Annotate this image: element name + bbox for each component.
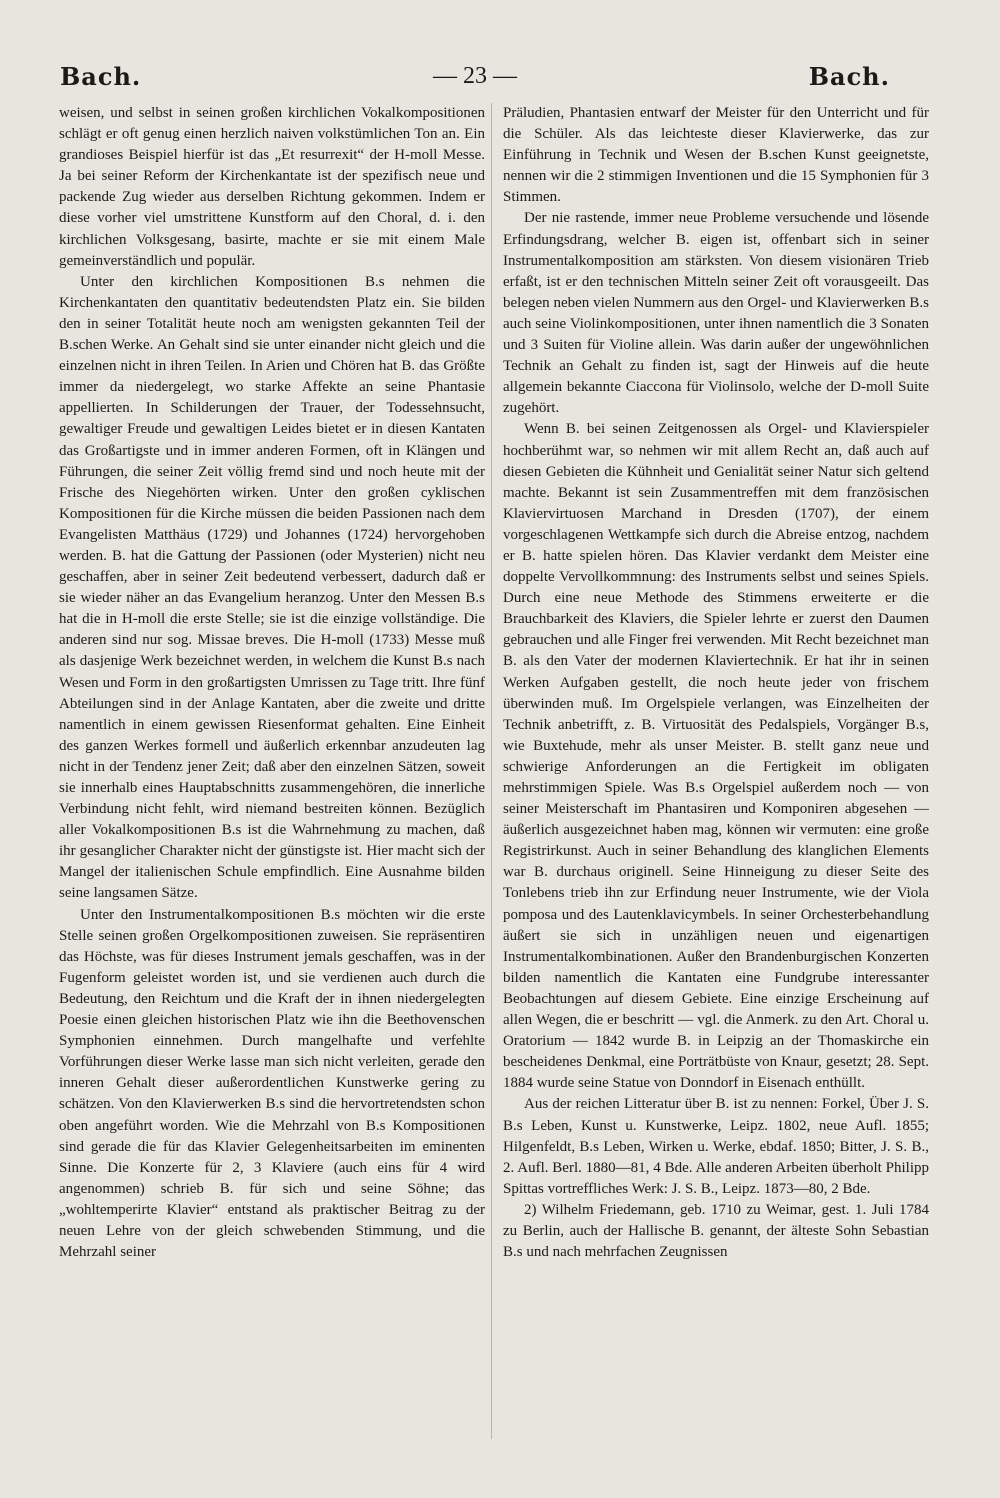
paragraph: Wenn B. bei seinen Zeitgenossen als Orgel- und Klavierspieler hochberühmt war, so nehmen wir mit allem Recht an, daß auch auf diesen Gebieten die Kühnheit und Genialität seiner Natur sich geltend machte. Bekannt ist sein Zusammentreffen mit dem französischen Klaviervirtuosen Marchand in Dresden (1707), der einem vorgeschlagenen Wettkampfe sich durch die Abreise entzog, nachdem er B. hatte spielen hören. Das Klavier verdankt dem Meister eine doppelte Vervollkommnung: des Instruments selbst und seines Spiels. Durch eine neue Methode des Stimmens erweiterte er die Brauchbarkeit des Klaviers, die Spieler lehrte er zuerst den Daumen gebrauchen und alle Finger frei verwenden. Mit Recht bezeichnet man B. als den Vater der modernen Klaviertechnik. Er hat ihr in seinen Werken Aufgaben gestellt, die noch heute jeder von frischem überwinden muß. Im Orgelspiele verlangen, was Einzelheiten der Technik anbetrifft, z. B. Virtuosität des Pedalspiels, Vorgänger B.s, wie Buxtehude, mehr als unser Meister. B. stellt ganz neue und schwierige Anforderungen an die Fertigkeit im obligaten mehrstimmigen Spiele. Was B.s Orgelspiel außerdem noch — von seiner Meisterschaft im Phantasiren und Komponiren abgesehen — äußerlich ausgezeichnet haben mag, können wir vermuten: eine große Registrirkunst. Auch in seiner Behandlung des klanglichen Elements war B. durchaus originell. Seine Hinneigung zu dieser Seite des Tonlebens trieb ihn zur Erfindung neuer Instrumente, wie der Viola pomposa und des Lautenklavicymbels. In seiner Orchesterbehandlung äußert sie sich in unzähligen neuen und eigenartigen Instrumentalkombinationen. Außer den Brandenburgischen Konzerten bilden namentlich die Kantaten eine Fundgrube interessanter Beobachtungen auf diesem Gebiete. Eine einzige Erscheinung auf allen Wegen, die er beschritt — vgl. die Anmerk. zu den Art. Choral u. Oratorium — 1842 wurde B. in Leipzig an der Thomaskirche ein bescheidenes Denkmal, eine Porträtbüste von Knaur, gesetzt; 28. Sept. 1884 wurde seine Statue von Donndorf in Eisenach enthüllt.: [503, 421, 929, 1092]
right-column: [503, 103, 929, 1443]
left-column: [59, 103, 485, 1443]
paragraph: Unter den Instrumentalkompositionen B.s möchten wir die erste Stelle seinen großen Orgelkompositionen zuweisen. Sie repräsentiren das Höchste, was für dieses Instrument jemals geschaffen, was in der Fugenform geleistet worden ist, und sie verdienen auch durch die Bedeutung, den Reichtum und die Kraft der in ihnen niedergelegten Poesie einen gleichen historischen Platz wie ihn die Beethovenschen Symphonien einnehmen. Durch mangelhafte und verfehlte Vorführungen dieser Werke lasse man sich nicht verleiten, gerade den inneren Gehalt dieser außerordentlichen Kunstwerke gering zu schätzen. Von den Klavierwerken B.s sind die hervortretendsten schon oben angeführt worden. Wie die Mehrzahl von B.s Kompositionen sind gerade die für das Klavier Gelegenheitsarbeiten im eminenten Sinne. Die Konzerte für 2, 3 Klaviere (auch eins für 4 wird angenommen) schrieb B. für sich und seine Söhne; das „wohltemperirte Klavier“ entstand als praktischer Beitrag zu der neuen Lehre von der gleich schwebenden Stimmung, und die Mehrzahl seiner: [59, 906, 485, 1261]
paragraph: Unter den kirchlichen Kompositionen B.s nehmen die Kirchenkantaten den quantitativ bedeutendsten Platz ein. Sie bilden den in seiner Totalität heute noch am wenigsten gekannten Teil der B.schen Werke. An Gehalt sind sie unter einander nicht gleich und die einzelnen nicht in ihren Teilen. In Arien und Chören hat B. das Größte immer da niedergelegt, wo starke Affekte an seine Phantasie appellierten. In Schilderungen der Trauer, der Todessehnsucht, gewaltiger Freude und gewaltigen Leides bietet er in diesen Kantaten das Großartigste und in immer anderen Formen, oft in Klängen und Führungen, die seiner Zeit völlig fremd sind und noch heute mit der Frische des Niegehörten wirken. Unter den großen cyklischen Kompositionen für die Kirche müssen die beiden Passionen nach dem Evangelisten Matthäus (1729) und Johannes (1724) hervorgehoben werden. B. hat die Gattung der Passionen (oder Mysterien) nicht neu geschaffen, aber in seiner Zeit bedeutend verbessert, dadurch daß er sie wieder näher an das Evangelium heranzog. Unter den Messen B.s hat die in H-moll die erste Stelle; sie ist die einzige vollständige. Die anderen sind nur sog. Missae breves. Die H-moll (1733) Messe muß als dasjenige Werk bezeichnet werden, in welchem die Kunst B.s nach Wesen und Form in den großartigsten Umrissen zu Tage tritt. Ihre fünf Abteilungen sind in der Anlage Kantaten, aber die zweite und dritte namentlich in einem gewissen Riesenformat gehalten. Eine Einheit des ganzen Werkes formell und äußerlich erkennbar anzudeuten lag nicht in der Tendenz jener Zeit; daß aber den einzelnen Sätzen, soweit sie innerhalb eines Hauptabschnitts zusammengehören, die innerliche Verbindung nicht fehlt, wird niemand bestreiten können. Bezüglich aller Vokalkompositionen B.s ist die Wahrnehmung zu machen, daß ihr gesanglicher Charakter nicht der günstigste ist. Hier macht sich der Mangel der italienischen Schule empfindlich. Eine Ausnahme bilden seine langsamen Sätze.: [59, 273, 485, 902]
paragraph: 2) Wilhelm Friedemann, geb. 1710 zu Weimar, gest. 1. Juli 1784 zu Berlin, auch der Hallische B. genannt, der älteste Sohn Sebastian B.s und nach mehrfachen Zeugnissen: [503, 1201, 929, 1261]
paragraph: Aus der reichen Litteratur über B. ist zu nennen: Forkel, Über J. S. B.s Leben, Kunst u. Kunstwerke, Leipz. 1802, neue Aufl. 1855; Hilgenfeldt, B.s Leben, Wirken u. Werke, ebdaf. 1850; Bitter, J. S. B., 2. Aufl. Berl. 1880—81, 4 Bde. Alle anderen Arbeiten überholt Philipp Spittas vortreffliches Werk: J. S. B., Leipz. 1873—80, 2 Bde.: [503, 1096, 929, 1197]
paragraph: weisen, und selbst in seinen großen kirchlichen Vokalkompositionen schlägt er oft genug einen herzlich naiven volkstümlichen Ton an. Ein grandioses Beispiel hierfür ist das „Et resurrexit“ der H-moll Messe. Ja bei seiner Reform der Kirchenkantate ist der spezifisch neue und packende Zug wieder aus derselben Richtung gekommen. Indem er diese vorher viel umstrittene Kunstform auf den Choral, d. i. den kirchlichen Volksgesang, basirte, machte er sie mit einem Male gemeinverständlich und populär.: [59, 105, 485, 269]
running-head-left: Bach.: [60, 61, 142, 91]
paragraph: Präludien, Phantasien entwarf der Meister für den Unterricht und für die Schüler. Als das leichteste dieser Klavierwerke, das zur Einführung in Technik und Wesen der B.schen Kunst geeignetste, nennen wir die 2 stimmigen Inventionen und die 15 Symphonien für 3 Stimmen.: [503, 105, 929, 206]
column-divider: [491, 103, 492, 1439]
running-head-right: Bach.: [808, 61, 890, 91]
paragraph: Der nie rastende, immer neue Probleme versuchende und lösende Erfindungsdrang, welcher B. eigen ist, offenbart sich in seiner Instrumentalkomposition am stärksten. Von diesem visionären Trieb erfaßt, ist er den technischen Mitteln seiner Zeit oft vorausgeeilt. Das belegen neben vielen Nummern aus den Orgel- und Klavierwerken B.s auch seine Violinkompositionen, unter ihnen namentlich die 3 Sonaten und 3 Suiten für Violine allein. Was darin außer der ungewöhnlichen Technik an Gehalt zu finden ist, sagt der Hinweis auf die heute allgemein bekannte Ciaccona für Violinsolo, welche der D-moll Suite zugehört.: [503, 210, 929, 417]
page-header: [60, 56, 890, 96]
page-number: — 23 —: [433, 62, 517, 89]
